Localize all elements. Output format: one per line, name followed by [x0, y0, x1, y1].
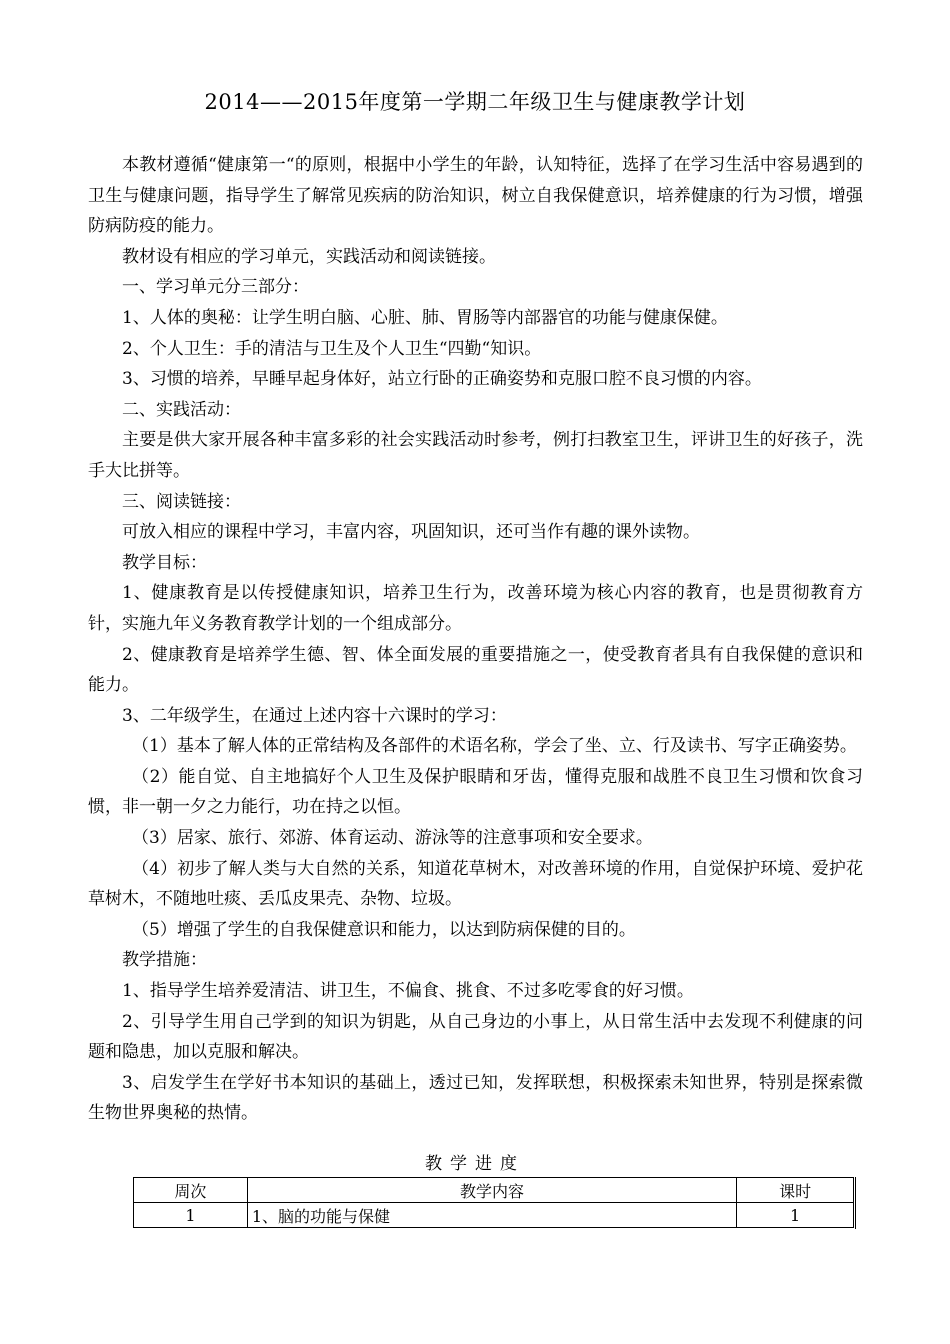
table-caption: 教学进度: [425, 1154, 525, 1174]
paragraph: 可放入相应的课程中学习，丰富内容，巩固知识，还可当作有趣的课外读物。: [122, 522, 700, 543]
table-header-row: [134, 1178, 854, 1203]
column-header-hours: 课时: [737, 1178, 854, 1203]
paragraph: 主要是供大家开展各种丰富多彩的社会实践活动时参考，例打扫教室卫生，评讲卫生的好孩子，洗手大比拼等。: [88, 430, 863, 481]
document-body: [88, 150, 863, 1129]
cell-week: 1: [134, 1203, 248, 1228]
section-heading: 三、阅读链接：: [122, 491, 241, 512]
sub-list-item: （1）基本了解人体的正常结构及各部件的术语名称，学会了坐、立、行及读书、写字正确姿势。: [132, 736, 857, 757]
section-heading: 教学措施：: [122, 950, 207, 971]
section-heading: 一、学习单元分三部分：: [122, 277, 309, 298]
sub-list-item: （5）增强了学生的自我保健意识和能力，以达到防病保健的目的。: [132, 919, 636, 940]
list-item: 1、人体的奥秘：让学生明白脑、心脏、肺、胃肠等内部器官的功能与健康保健。: [122, 307, 728, 328]
column-header-content: 教学内容: [247, 1178, 736, 1203]
list-item: 3、二年级学生，在通过上述内容十六课时的学习：: [122, 705, 507, 726]
sub-list-item: （3）居家、旅行、郊游、体育运动、游泳等的注意事项和安全要求。: [132, 828, 653, 849]
list-item: 3、习惯的培养，早睡早起身体好，站立行卧的正确姿势和克服口腔不良习惯的内容。: [122, 369, 762, 390]
paragraph: 教材设有相应的学习单元，实践活动和阅读链接。: [122, 246, 496, 267]
list-item: 1、健康教育是以传授健康知识，培养卫生行为，改善环境为核心内容的教育，也是贯彻教育方针，实施九年义务教育教学计划的一个组成部分。: [88, 583, 863, 634]
cell-hours: 1: [737, 1203, 854, 1228]
cell-content: 1、脑的功能与保健: [247, 1203, 736, 1228]
document-title: 2014——2015年度第一学期二年级卫生与健康教学计划: [204, 90, 746, 114]
column-header-week: 周次: [134, 1178, 248, 1203]
schedule-table: [133, 1177, 854, 1228]
list-item: 1、指导学生培养爱清洁、讲卫生，不偏食、挑食、不过多吃零食的好习惯。: [122, 981, 694, 1002]
list-item: 2、引导学生用自己学到的知识为钥匙，从自己身边的小事上，从日常生活中去发现不利健康的问题和隐患，加以克服和解决。: [88, 1011, 863, 1063]
list-item: 2、个人卫生：手的清洁与卫生及个人卫生“四勤“知识。: [122, 338, 542, 359]
paragraph: 本教材遵循“健康第一“的原则，根据中小学生的年龄，认知特征，选择了在学习生活中容易遇到的卫生与健康问题，指导学生了解常见疾病的防治知识，树立自我保健意识，培养健康的行为习惯，增强防病防疫的能力。: [88, 155, 863, 237]
sub-list-item: （4）初步了解人类与大自然的关系，知道花草树木，对改善环境的作用，自觉保护环境、爱护花草树木，不随地吐痰、丢瓜皮果壳、杂物、垃圾。: [88, 858, 863, 910]
section-heading: 二、实践活动：: [122, 399, 241, 420]
section-heading: 教学目标：: [122, 552, 207, 573]
list-item: 3、启发学生在学好书本知识的基础上，透过已知，发挥联想，积极探索未知世界，特别是探索微生物世界奥秘的热情。: [88, 1072, 863, 1124]
table-outer-rule: [855, 1177, 856, 1229]
list-item: 2、健康教育是培养学生德、智、体全面发展的重要措施之一，使受教育者具有自我保健的意识和能力。: [88, 644, 863, 696]
table-row: [134, 1203, 854, 1228]
sub-list-item: （2）能自觉、自主地搞好个人卫生及保护眼睛和牙齿，懂得克服和战胜不良卫生习惯和饮食习惯，非一朝一夕之力能行，功在持之以恒。: [88, 766, 863, 818]
